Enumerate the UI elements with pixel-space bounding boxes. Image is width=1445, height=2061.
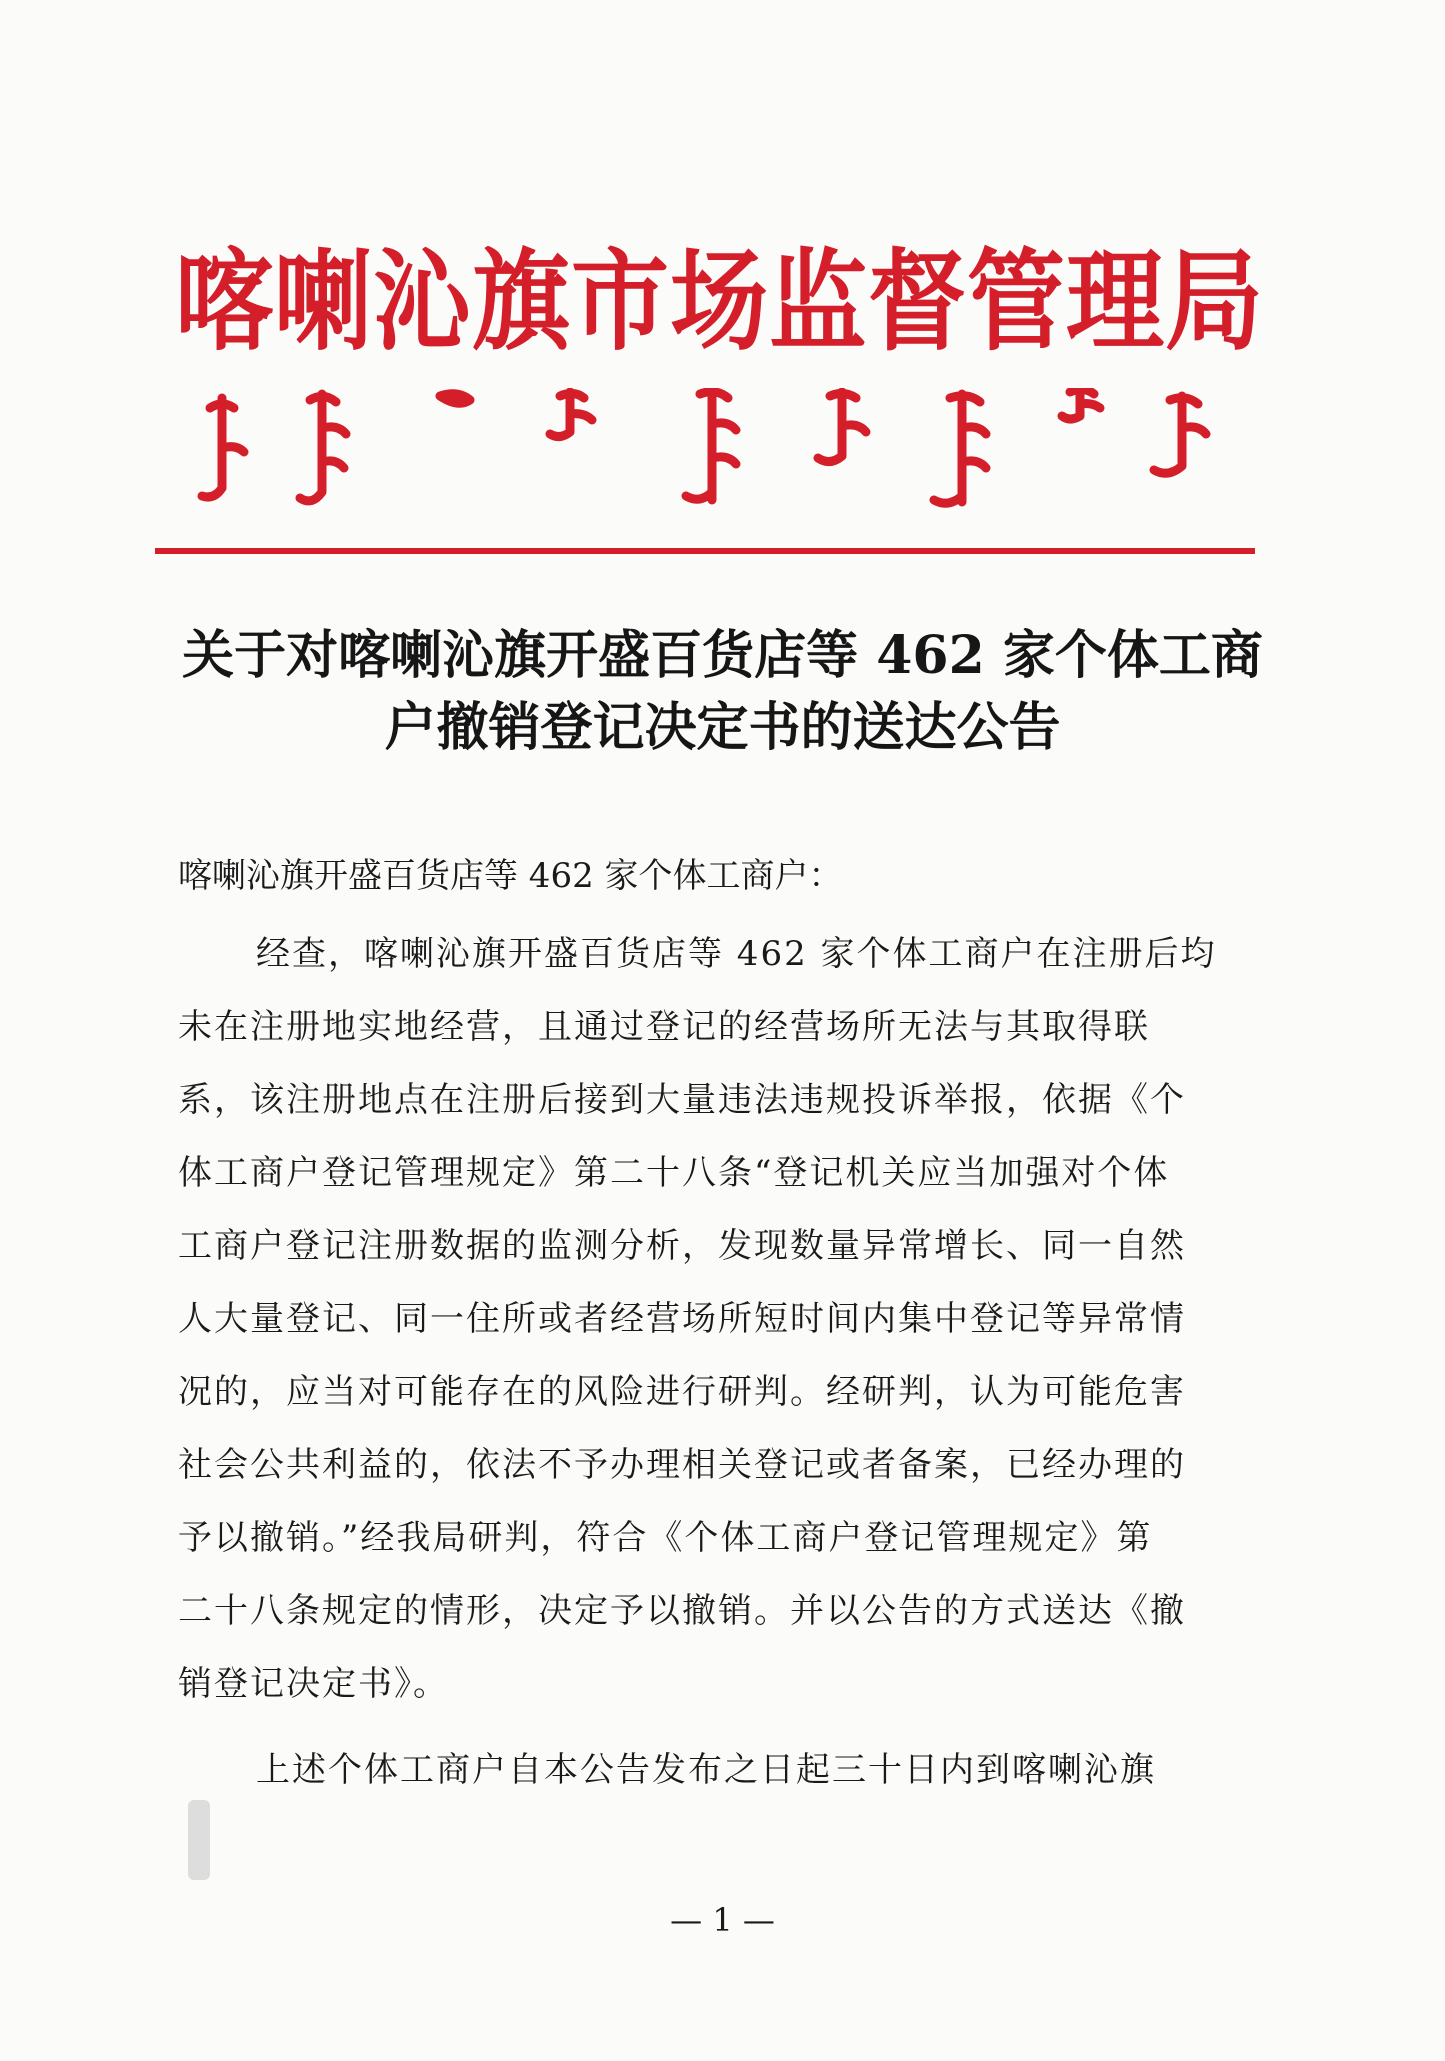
body-paragraph-2 <box>178 1734 1278 1807</box>
scan-artifact <box>188 1800 210 1880</box>
paragraph-line: 二十八条规定的情形，决定予以撤销。并以公告的方式送达《撤 <box>178 1591 1186 1631</box>
salutation: 喀喇沁旗开盛百货店等 462 家个体工商户： <box>178 856 843 896</box>
paragraph-line: 未在注册地实地经营，且通过登记的经营场所无法与其取得联 <box>178 1007 1150 1047</box>
paragraph-line: 社会公共利益的，依法不予办理相关登记或者备案，已经办理的 <box>178 1445 1186 1485</box>
title-line-2: 户撤销登记决定书的送达公告 <box>384 697 1061 758</box>
paragraph-line: 予以撤销。”经我局研判，符合《个体工商户登记管理规定》第 <box>178 1518 1153 1558</box>
paragraph-line: 人大量登记、同一住所或者经营场所短时间内集中登记等异常情 <box>178 1299 1186 1339</box>
paragraph-line: 上述个体工商户自本公告发布之日起三十日内到喀喇沁旗 <box>256 1750 1156 1790</box>
paragraph-line: 经查，喀喇沁旗开盛百货店等 462 家个体工商户在注册后均 <box>256 934 1217 974</box>
paragraph-line: 工商户登记注册数据的监测分析，发现数量异常增长、同一自然 <box>178 1226 1186 1266</box>
mongolian-script-logo <box>190 388 1250 528</box>
title-line-1: 关于对喀喇沁旗开盛百货店等 462 家个体工商 <box>182 625 1263 686</box>
letterhead-divider <box>155 548 1255 554</box>
paragraph-line: 体工商户登记管理规定》第二十八条“登记机关应当加强对个体 <box>178 1153 1170 1193</box>
letterhead-org-name: 喀喇沁旗市场监督管理局 <box>175 237 1265 367</box>
paragraph-line: 系，该注册地点在注册后接到大量违法违规投诉举报，依据《个 <box>178 1080 1186 1120</box>
page-number: — 1 — <box>670 1901 775 1939</box>
paragraph-line: 况的，应当对可能存在的风险进行研判。经研判，认为可能危害 <box>178 1372 1186 1412</box>
body-paragraph-1 <box>178 918 1278 1721</box>
document-title <box>150 620 1295 764</box>
paragraph-line: 销登记决定书》。 <box>178 1664 449 1704</box>
